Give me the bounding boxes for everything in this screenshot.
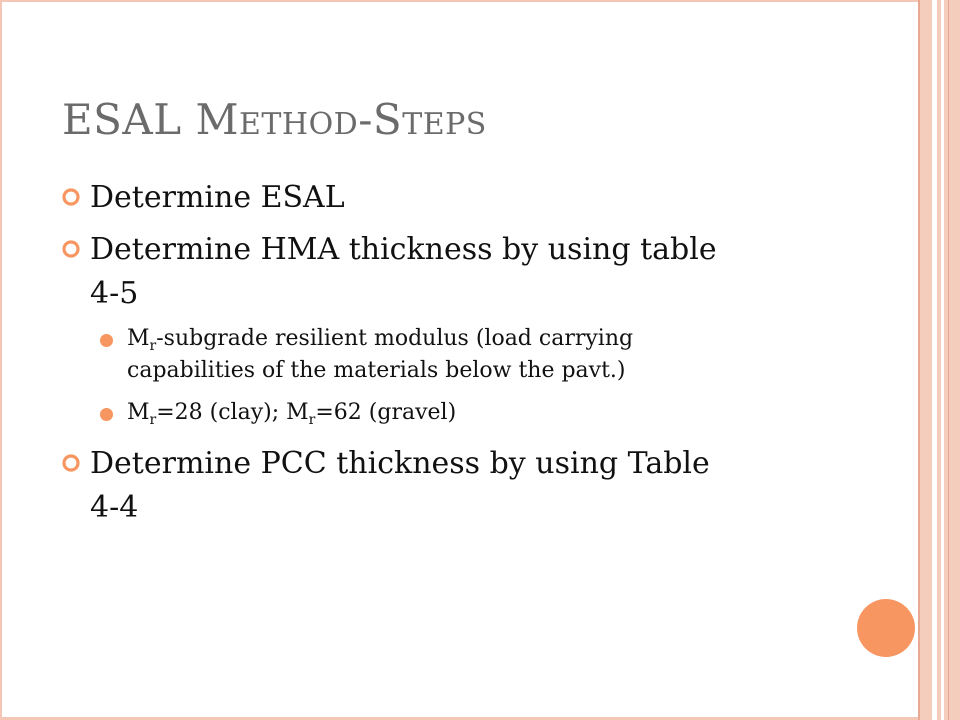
decorative-circle [857, 599, 915, 657]
symbol-subscript: r [149, 338, 157, 354]
bullet-text: Determine HMA thickness by using table [90, 232, 717, 267]
bullet-text: Determine PCC thickness by using Table [90, 446, 710, 481]
symbol-m: M [127, 326, 150, 351]
bullet-item [62, 442, 822, 530]
bullet-text-continued: 4-4 [90, 490, 139, 525]
sub-bullet-text: =28 (clay); [156, 400, 287, 425]
slide-body [62, 176, 822, 538]
sub-bullet-item [62, 324, 822, 386]
sub-bullet-text-continued: capabilities of the materials below the pavt.) [127, 358, 626, 383]
bullet-text: Determine ESAL [90, 180, 345, 215]
symbol-subscript: r [308, 412, 316, 428]
slide-top-border [0, 0, 920, 2]
decorative-stripe-panel [918, 0, 960, 720]
bullet-item [62, 228, 822, 316]
bullet-text-continued: 4-5 [90, 276, 139, 311]
bullet-icon [62, 188, 80, 206]
stripe-line [948, 0, 949, 720]
symbol-subscript: r [149, 412, 157, 428]
slide-title: ESAL METHOD-STEPS [62, 95, 487, 144]
stripe-line [941, 0, 944, 720]
symbol-m: M [127, 400, 150, 425]
bullet-icon [62, 240, 80, 258]
sub-bullet-text: -subgrade resilient modulus (load carrying [156, 326, 634, 351]
bullet-item [62, 176, 822, 220]
bullet-icon [62, 454, 80, 472]
slide-left-border [0, 0, 2, 720]
symbol-m: M [286, 400, 309, 425]
sub-bullet-dot-icon [100, 408, 113, 421]
stripe-line [918, 0, 920, 720]
sub-bullet-text: =62 (gravel) [315, 400, 457, 425]
sub-bullet-dot-icon [100, 334, 113, 347]
sub-bullet-item [62, 398, 822, 430]
stripe-line [932, 0, 937, 720]
